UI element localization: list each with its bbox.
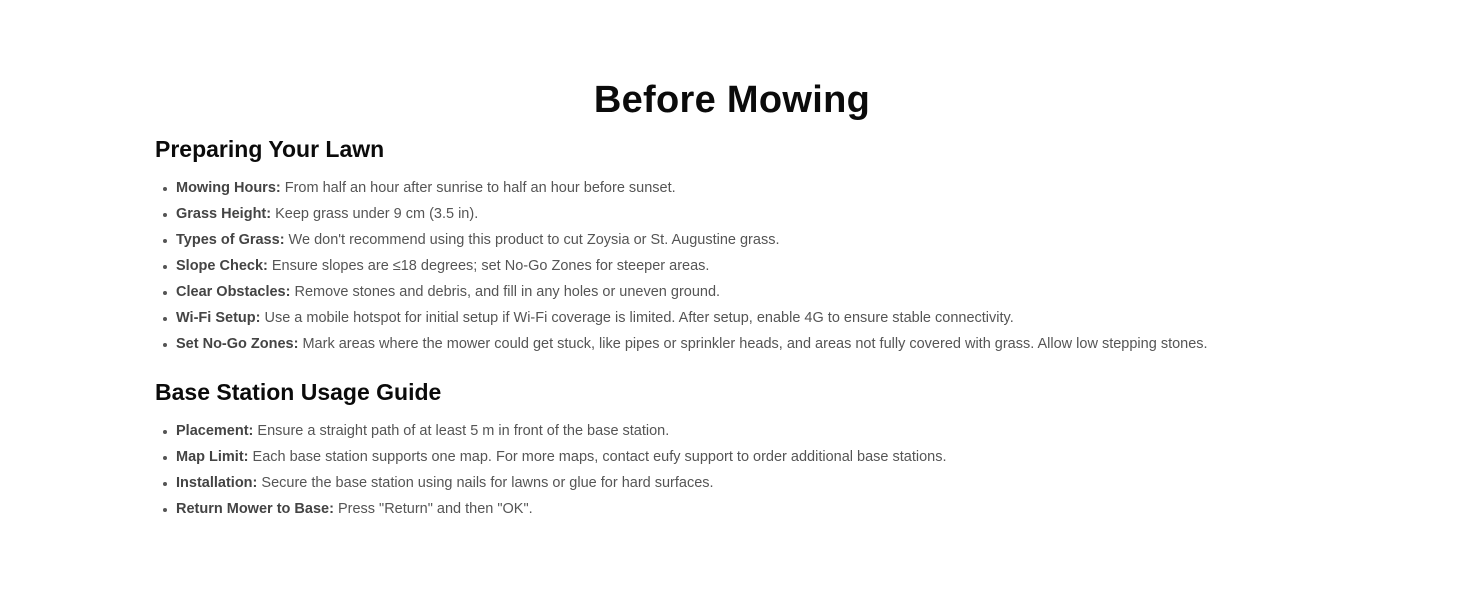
section-heading: Base Station Usage Guide — [155, 379, 442, 405]
item-text: Ensure slopes are ≤18 degrees; set No-Go Zones for steeper areas. — [267, 258, 710, 274]
item-key: Types of Grass: — [176, 232, 285, 248]
bullet-list — [155, 418, 1355, 522]
item-text: Mark areas where the mower could get stuck, like pipes or sprinkler heads, and areas not fully covered with grass. Allow low stepping stones. — [298, 336, 1208, 352]
list-item — [155, 496, 1355, 522]
bullet-icon — [163, 456, 167, 460]
item-text: Keep grass under 9 cm (3.5 in). — [271, 206, 479, 222]
bullet-icon — [163, 317, 167, 321]
list-item — [155, 331, 1355, 357]
item-key: Mowing Hours: — [176, 180, 281, 196]
section-heading: Preparing Your Lawn — [155, 136, 385, 162]
item-text: We don't recommend using this product to cut Zoysia or St. Augustine grass. — [284, 232, 780, 248]
bullet-icon — [163, 343, 167, 347]
section-base-station-guide — [155, 377, 1355, 522]
item-key: Return Mower to Base: — [176, 501, 334, 517]
item-text: Use a mobile hotspot for initial setup if Wi-Fi coverage is limited. After setup, enable 4G to ensure stable connectivity. — [260, 310, 1014, 326]
bullet-icon — [163, 291, 167, 295]
bullet-icon — [163, 508, 167, 512]
list-item — [155, 201, 1355, 227]
list-item — [155, 418, 1355, 444]
item-key: Clear Obstacles: — [176, 284, 291, 300]
bullet-icon — [163, 213, 167, 217]
list-item — [155, 175, 1355, 201]
item-key: Set No-Go Zones: — [176, 336, 299, 352]
list-item — [155, 444, 1355, 470]
bullet-list — [155, 175, 1355, 357]
list-item — [155, 279, 1355, 305]
bullet-icon — [163, 239, 167, 243]
list-item — [155, 253, 1355, 279]
item-key: Wi-Fi Setup: — [176, 310, 261, 326]
bullet-icon — [163, 482, 167, 486]
list-item — [155, 305, 1355, 331]
item-key: Placement: — [176, 423, 254, 439]
list-item — [155, 470, 1355, 496]
item-key: Map Limit: — [176, 449, 249, 465]
item-text: Secure the base station using nails for lawns or glue for hard surfaces. — [257, 475, 714, 491]
list-item — [155, 227, 1355, 253]
bullet-icon — [163, 430, 167, 434]
item-text: Remove stones and debris, and fill in any holes or uneven ground. — [290, 284, 721, 300]
bullet-icon — [163, 265, 167, 269]
section-preparing-lawn — [155, 134, 1355, 357]
item-key: Installation: — [176, 475, 258, 491]
item-text: Each base station supports one map. For more maps, contact eufy support to order additional base stations. — [248, 449, 947, 465]
item-key: Slope Check: — [176, 258, 268, 274]
item-text: From half an hour after sunrise to half an hour before sunset. — [280, 180, 676, 196]
item-text: Ensure a straight path of at least 5 m in front of the base station. — [253, 423, 670, 439]
bullet-icon — [163, 187, 167, 191]
item-text: Press "Return" and then "OK". — [333, 501, 533, 517]
page-title: Before Mowing — [593, 79, 871, 121]
item-key: Grass Height: — [176, 206, 272, 222]
